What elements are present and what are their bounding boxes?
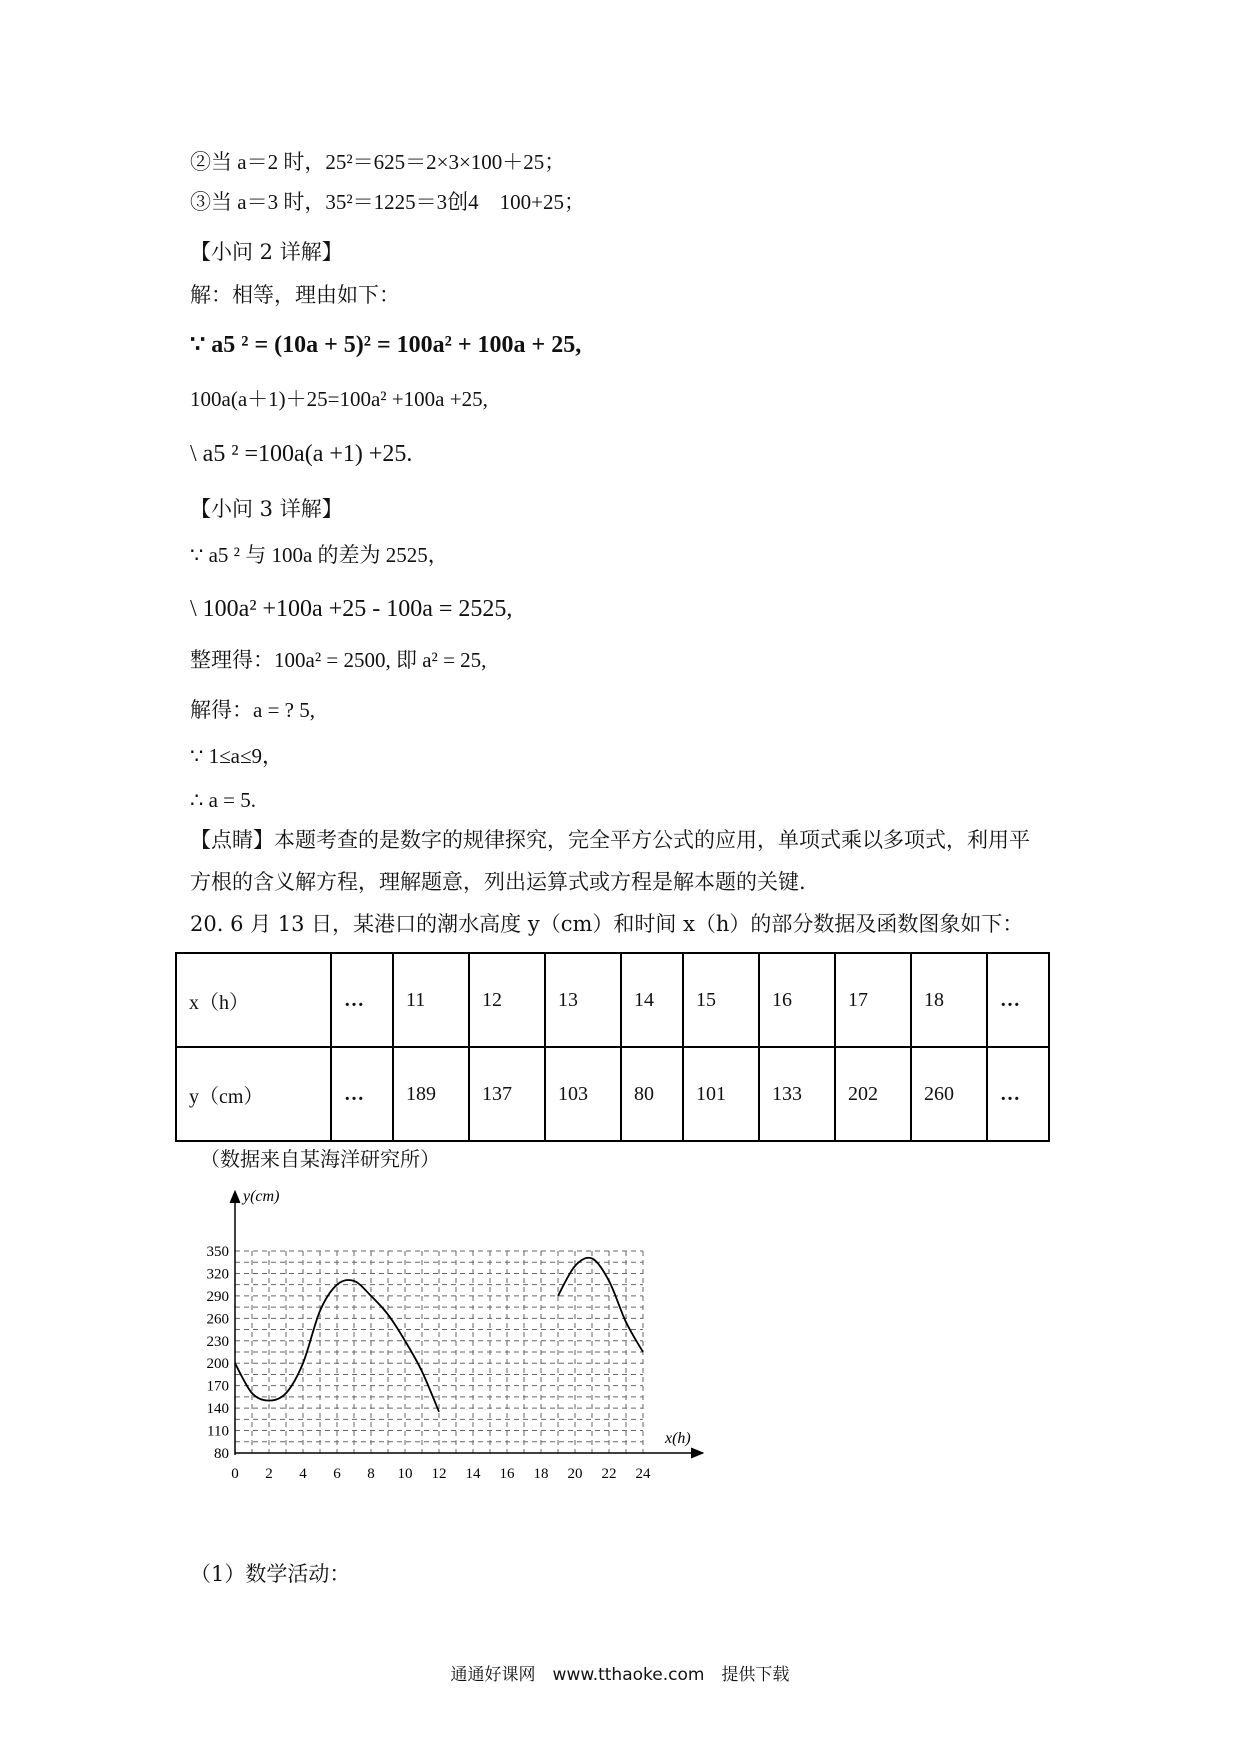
section-heading-3: 【小问 3 详解】 <box>190 497 343 521</box>
x-tick-label: 4 <box>299 1466 307 1482</box>
equation-line-13: ∵ 1≤a≤9， <box>190 744 283 768</box>
table-cell: 137 <box>469 1047 545 1141</box>
table-ellipsis: … <box>331 953 393 1047</box>
y-tick-label: 290 <box>206 1288 229 1305</box>
y-tick-label: 230 <box>206 1333 229 1350</box>
y-tick-label: 260 <box>206 1311 229 1328</box>
table-header-x: x（h） <box>176 953 331 1047</box>
table-cell: 202 <box>835 1047 911 1141</box>
table-cell: 260 <box>911 1047 987 1141</box>
text-line-9: ∵ a5 ² 与 100a 的差为 2525， <box>190 543 449 567</box>
table-cell: 80 <box>621 1047 683 1141</box>
y-axis-label: y(cm) <box>243 1188 280 1205</box>
y-tick-label: 320 <box>206 1266 229 1283</box>
x-tick-label: 10 <box>397 1466 413 1482</box>
table-cell: 189 <box>393 1047 469 1141</box>
x-tick-label: 20 <box>567 1466 583 1482</box>
section-heading-2: 【小问 2 详解】 <box>190 240 343 264</box>
tide-curve-2 <box>558 1258 643 1352</box>
x-tick-label: 14 <box>465 1466 481 1482</box>
problem-20-statement: 20. 6 月 13 日，某港口的潮水高度 y（cm）和时间 x（h）的部分数据及函数图象如下： <box>190 912 1024 936</box>
x-tick-label: 22 <box>601 1466 617 1482</box>
equation-line-5: ∵ a5 ² = (10a + 5)² = 100a² + 100a + 25, <box>190 332 582 358</box>
x-tick-label: 12 <box>431 1466 447 1482</box>
table-cell: 18 <box>911 953 987 1047</box>
table-ellipsis: … <box>987 953 1049 1047</box>
table-cell: 13 <box>545 953 621 1047</box>
text-line-2: ③当 a＝3 时，35²＝1225＝3创4 100+25； <box>190 190 585 214</box>
y-tick-label: 350 <box>206 1244 229 1260</box>
equation-line-10: \ 100a² +100a +25 - 100a = 2525, <box>190 596 513 622</box>
remark-line-2: 方根的含义解方程，理解题意，列出运算式或方程是解本题的关键. <box>190 870 806 894</box>
table-ellipsis: … <box>987 1047 1049 1141</box>
remark-line-1: 【点睛】本题考查的是数字的规律探究，完全平方公式的应用，单项式乘以多项式，利用平 <box>190 828 1030 852</box>
text-line-4: 解：相等，理由如下： <box>190 283 400 307</box>
x-axis-arrow <box>691 1448 703 1458</box>
x-axis-label: x(h) <box>665 1430 691 1447</box>
table-cell: 133 <box>759 1047 835 1141</box>
table-cell: 14 <box>621 953 683 1047</box>
equation-line-12: 解得：a = ? 5, <box>190 698 315 722</box>
table-cell: 101 <box>683 1047 759 1141</box>
y-tick-label: 80 <box>214 1446 229 1462</box>
page-footer: 通通好课网 www.tthaoke.com 提供下载 <box>450 1665 790 1685</box>
table-cell: 103 <box>545 1047 621 1141</box>
table-row-x <box>176 953 1049 1047</box>
table-cell: 16 <box>759 953 835 1047</box>
table-caption: （数据来自某海洋研究所） <box>200 1147 440 1171</box>
y-tick-label: 200 <box>206 1356 229 1373</box>
tide-data-table <box>175 952 1050 1142</box>
equation-line-11: 整理得：100a² = 2500, 即 a² = 25, <box>190 648 487 672</box>
x-tick-label: 2 <box>265 1466 273 1482</box>
x-tick-label: 24 <box>635 1466 651 1482</box>
x-tick-label: 8 <box>367 1466 375 1482</box>
table-header-y: y（cm） <box>176 1047 331 1141</box>
tide-chart <box>195 1185 715 1495</box>
y-tick-label: 170 <box>206 1378 229 1395</box>
y-tick-label: 110 <box>207 1423 229 1440</box>
y-tick-label: 140 <box>206 1401 229 1418</box>
table-cell: 15 <box>683 953 759 1047</box>
x-tick-label: 18 <box>533 1466 549 1482</box>
table-ellipsis: … <box>331 1047 393 1141</box>
table-cell: 12 <box>469 953 545 1047</box>
equation-line-14: ∴ a = 5. <box>190 788 257 812</box>
x-tick-label: 16 <box>499 1466 515 1482</box>
equation-line-6: 100a(a＋1)＋25=100a² +100a +25, <box>190 387 488 411</box>
text-line-1: ②当 a＝2 时，25²＝625＝2×3×100＋25； <box>190 150 566 174</box>
equation-line-7: \ a5 ² =100a(a +1) +25. <box>190 441 413 467</box>
y-axis-arrow <box>230 1191 240 1203</box>
table-cell: 11 <box>393 953 469 1047</box>
x-tick-label: 0 <box>231 1466 239 1482</box>
table-cell: 17 <box>835 953 911 1047</box>
activity-heading: （1）数学活动： <box>190 1562 351 1586</box>
table-row-y <box>176 1047 1049 1141</box>
x-tick-label: 6 <box>333 1466 341 1482</box>
